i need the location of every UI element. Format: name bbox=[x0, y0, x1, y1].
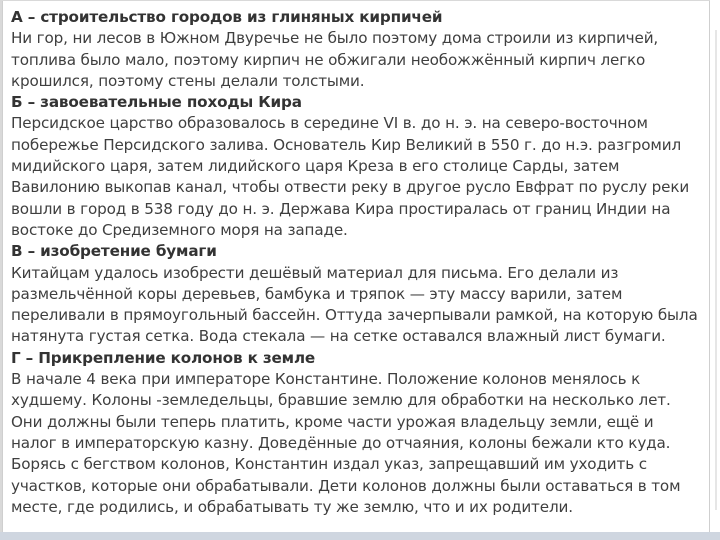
section-paragraph: В начале 4 века при императоре Константине. Положение колонов менялось к худшему. Колоны -земледельцы, бравшие землю для обработки на несколько лет. Они должны были теперь платить, кроме части урожая владельцу земли, ещё и налог в императорскую казну. Доведённые до отчаяния, колоны бежали кто куда. Борясь с бегством колонов, Константин издал указ, запрещавший им уходить с участков, которые они обрабатывали. Дети колонов должны были оставаться в том месте, где родились, и обрабатывать ту же землю, что и их родители. bbox=[11, 370, 681, 516]
section-paragraph: Китайцам удалось изобрести дешёвый материал для письма. Его делали из размельчённой коры деревьев, бамбука и тряпок — эту массу варили, затем переливали в прямоугольный бассейн. Оттуда зачерпывали рамкой, на которую была натянута густая сетка. Вода стекала — на сетке оставался влажный лист бумаги. bbox=[11, 263, 698, 346]
section-d bbox=[11, 348, 701, 518]
section-heading: Г – Прикрепление колонов к земле bbox=[11, 348, 316, 367]
section-c bbox=[11, 241, 701, 347]
section-a bbox=[11, 7, 701, 92]
bottom-band bbox=[0, 532, 720, 540]
section-heading: В – изобретение бумаги bbox=[11, 242, 217, 261]
section-heading: Б – завоевательные походы Кира bbox=[11, 93, 302, 112]
document-card bbox=[2, 1, 710, 532]
section-paragraph: Персидское царство образовалось в середине VI в. до н. э. на северо-восточном побережье Персидского залива. Основатель Кир Великий в 550 г. до н.э. разгромил мидийского царя, затем лидийского царя Креза в его столице Сарды, затем Вавилонию выкопав канал, чтобы отвести реку в другое русло Евфрат по руслу реки вошли в город в 538 году до н. э. Держава Кира простиралась от границ Индии на востоке до Средиземного моря на западе. bbox=[11, 114, 690, 239]
section-b bbox=[11, 92, 701, 241]
section-paragraph: Ни гор, ни лесов в Южном Двуречье не было поэтому дома строили из кирпичей, топлива было мало, поэтому кирпич не обжигали необожжённый кирпич легко крошился, поэтому стены делали толстыми. bbox=[11, 29, 659, 90]
section-heading: А – строительство городов из глиняных кирпичей bbox=[11, 8, 443, 26]
edge-divider bbox=[715, 30, 717, 510]
right-edge-strip bbox=[710, 0, 720, 540]
